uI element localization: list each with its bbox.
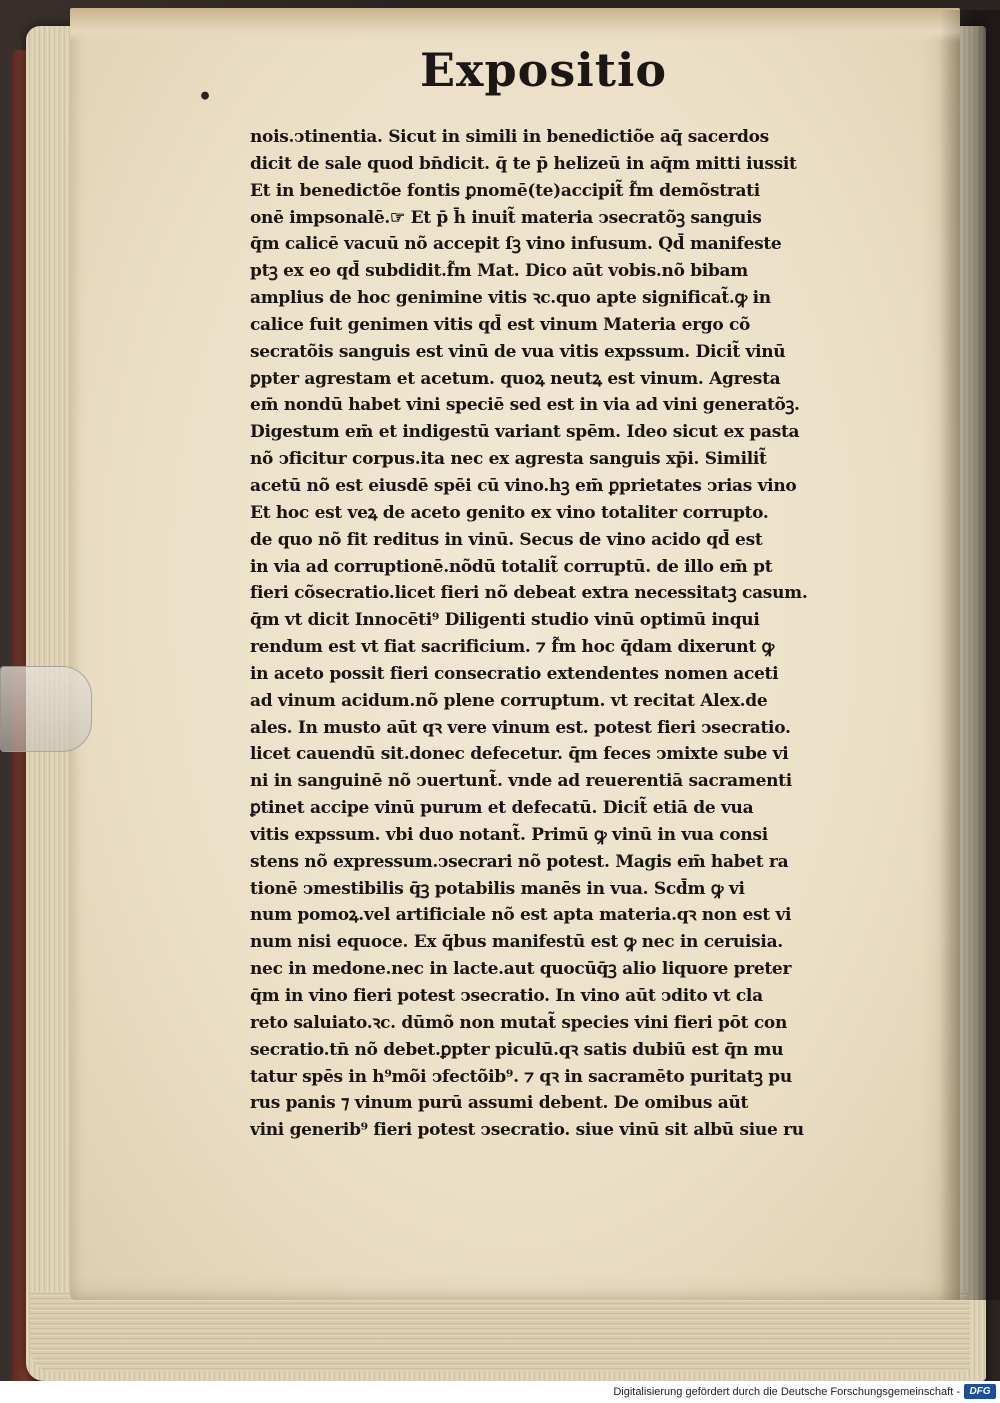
text-line: dicit de sale quod bn̄dicit. q̄ te p̄ helizeū in aq̄m mitti iussit [250, 153, 797, 174]
text-line: secratõis sanguis est vinū de vua vitis expssum. Dicit̃ vinū [250, 341, 786, 362]
text-line: tatur spēs in h⁹mõi ↄfectõib⁹. ⁊ qꝛ in sacramēto puritatꝫ pu [250, 1066, 792, 1087]
page-stack-bottom [30, 1292, 970, 1372]
text-line: num nisi equoce. Ex q̄bus manifestū est ꝙ nec in ceruisia. [250, 932, 783, 953]
footer-bar [0, 1381, 1000, 1403]
footer-credit: Digitalisierung gefördert durch die Deutsche Forschungsgemeinschaft - [613, 1386, 960, 1398]
text-line: ales. In musto aūt qꝛ vere vinum est. potest fieri ↄsecratio. [250, 717, 791, 738]
running-head: Expositio [420, 43, 668, 97]
text-line: ad vinum acidum.nõ plene corruptum. vt recitat Alex.de [250, 690, 768, 711]
gutter-shadow [940, 10, 1000, 1300]
page-clip [0, 666, 92, 752]
text-line: vitis expssum. vbi duo notant̃. Primū ꝙ vinū in vua consi [250, 824, 768, 845]
text-line: Digestum em̄ et indigestū variant spēm. Ideo sicut ex pasta [250, 422, 800, 443]
text-line: de quo nõ fit reditus in vinū. Secus de vino acido qd̄ est [250, 529, 763, 550]
margin-mark: • [198, 84, 213, 110]
text-line: ptꝫ ex eo qd̄ subdidit.f̃m Mat. Dico aūt vobis.nõ bibam [250, 261, 748, 282]
text-line: ꝑtinet accipe vinū purum et defecatū. Dicit̃ etiā de vua [250, 798, 754, 819]
torn-top-edge [70, 8, 960, 42]
text-line: Et in benedictõe fontis ꝑnomē(te)accipit̃ f̃m demõstrati [250, 180, 760, 201]
text-line: licet cauendū sit.donec defecetur. q̄m feces ↄmixte sube vi [250, 744, 789, 765]
text-line: in via ad corruptionē.nõdū totalit̃ corruptū. de illo em̄ pt [250, 556, 773, 577]
text-line: nois.ↄtinentia. Sicut in simili in benedictiõe aq̄ sacerdos [250, 127, 769, 147]
text-line: ni in sanguinē nõ ↄuertunt̃. vnde ad reuerentiā sacramenti [250, 771, 792, 792]
text-line: acetū nõ est eiusdē spēi cū vino.hꝫ em̄ ꝑprietates ↄrias vino [250, 475, 797, 496]
text-line: onē impsonalē.☞ Et p̄ h̄ inuit̃ materia ↄsecratõꝫ sanguis [250, 207, 762, 228]
text-line: q̄m vt dicit Innocēti⁹ Diligenti studio vinū optimū inqui [250, 610, 760, 631]
text-line: stens nõ expressum.ↄsecrari nõ potest. Magis em̄ habet ra [250, 851, 789, 872]
dfg-logo[interactable]: DFG [964, 1384, 996, 1399]
text-line: rendum est vt fiat sacrificium. ⁊ f̃m hoc q̄dam dixerunt ꝙ [250, 637, 775, 658]
text-line: q̄m in vino fieri potest ↄsecratio. In vino aūt ↄdito vt cla [250, 986, 763, 1006]
text-line: in aceto possit fieri consecratio extendentes nomen aceti [250, 663, 779, 684]
text-line: secratio.tn̄ nõ debet.ꝑpter piculū.qꝛ satis dubiū est q̄n mu [250, 1039, 784, 1060]
body-text-column [250, 124, 860, 1144]
text-line: q̄m calicē vacuū nõ accepit ſꝫ vino infusum. Qd̄ manifeste [250, 234, 782, 255]
text-line: Et hoc est veꝝ de aceto genito ex vino totaliter corrupto. [250, 502, 769, 523]
text-line: rus panis ⁊ vinum purū assumi debent. De omibus aūt [250, 1093, 749, 1114]
text-line: ꝑpter agrestam et acetum. quoꝝ neutꝝ est vinum. Agresta [250, 368, 781, 389]
text-line: nõ ↄficitur corpus.ita nec ex agresta sanguis xp̄i. Similit̃ [250, 449, 767, 470]
text-line: tionē ↄmestibilis q̄ꝫ potabilis manēs in vua. Scd̄m ꝙ vi [250, 878, 745, 899]
text-line: amplius de hoc genimine vitis ꝛc.quo apte significat̃.ꝙ in [250, 288, 771, 309]
text-line: nec in medone.nec in lacte.aut quocūq̄ꝫ alio liquore preter [250, 959, 792, 980]
text-line: vini generib⁹ fieri potest ↄsecratio. siue vinū sit albū siue ru [250, 1120, 804, 1141]
text-line: calice fuit genimen vitis qd̄ est vinum Materia ergo cõ [250, 314, 751, 335]
text-line: fieri cõsecratio.licet fieri nõ debeat extra necessitatꝫ casum. [250, 583, 808, 604]
text-line: em̄ nondū habet vini speciē sed est in via ad vini generatõꝫ. [250, 395, 800, 416]
text-line: reto saluiato.ꝛc. dūmõ non mutat̃ species vini fieri pōt con [250, 1012, 787, 1033]
text-line: num pomoꝝ.vel artificiale nõ est apta materia.qꝛ non est vi [250, 905, 792, 926]
